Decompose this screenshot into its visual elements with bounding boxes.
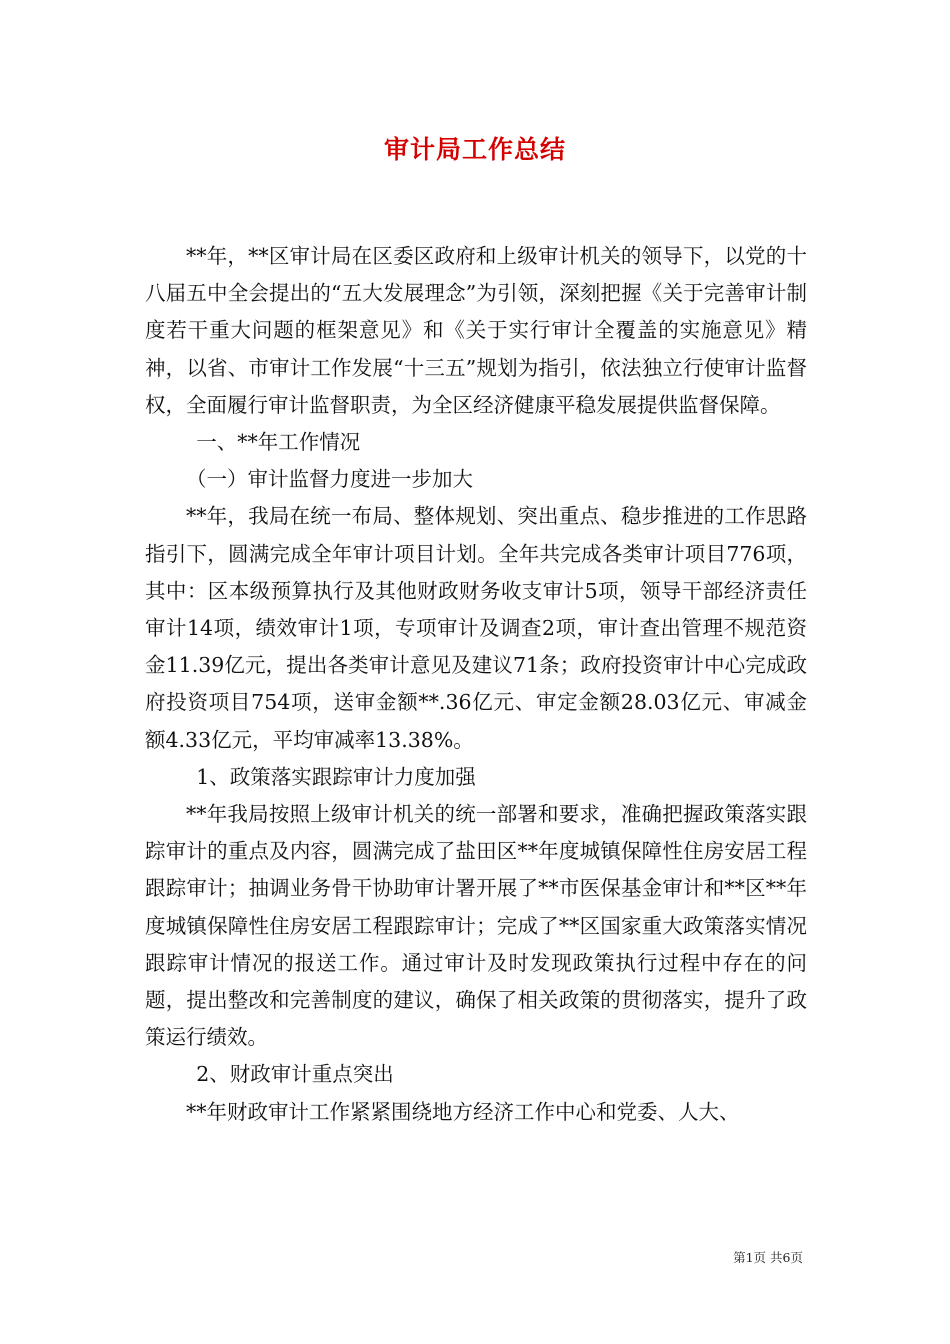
heading-subsection-1: （一）审计监督力度进一步加大: [186, 467, 473, 492]
heading-item-2: 2、财政审计重点突出: [196, 1062, 394, 1087]
paragraph-audit-summary: **年，我局在统一布局、整体规划、突出重点、稳步推进的工作思路指引下，圆满完成全年审计项目计划。全年共完成各类审计项目776项，其中：区本级预算执行及其他财政财务收支审计5项，领导干部经济责任审计14项，绩效审计1项，专项审计及调查2项，审计查出管理不规范资金11.39亿元，提出各类审计意见及建议71条；政府投资审计中心完成政府投资项目754项，送审金额**.36亿元、审定金额28.03亿元、审减金额4.33亿元，平均审减率13.38%。: [145, 504, 807, 752]
paragraph-fiscal-audit: **年财政审计工作紧紧围绕地方经济工作中心和党委、人大、: [186, 1099, 740, 1124]
heading-section-1: 一、**年工作情况: [196, 430, 361, 455]
paragraph-intro: **年，**区审计局在区委区政府和上级审计机关的领导下，以党的十八届五中全会提出的“五大发展理念”为引领，深刻把握《关于完善审计制度若干重大问题的框架意见》和《关于实行审计全覆盖的实施意见》精神，以省、市审计工作发展“十三五”规划为指引，依法独立行使审计监督权，全面履行审计监督职责，为全区经济健康平稳发展提供监督保障。: [145, 244, 807, 417]
page-number: 第1页 共6页: [733, 1250, 803, 1265]
document-title: 审计局工作总结: [383, 135, 566, 164]
heading-item-1: 1、政策落实跟踪审计力度加强: [196, 764, 476, 789]
paragraph-policy-tracking: **年我局按照上级审计机关的统一部署和要求，准确把握政策落实跟踪审计的重点及内容，圆满完成了盐田区**年度城镇保障性住房安居工程跟踪审计；抽调业务骨干协助审计署开展了**市医保基金审计和**区**年度城镇保障性住房安居工程跟踪审计；完成了**区国家重大政策落实情况跟踪审计情况的报送工作。通过审计及时发现政策执行过程中存在的问题，提出整改和完善制度的建议，确保了相关政策的贯彻落实，提升了政策运行绩效。: [145, 802, 807, 1050]
document-body: [145, 238, 807, 1131]
